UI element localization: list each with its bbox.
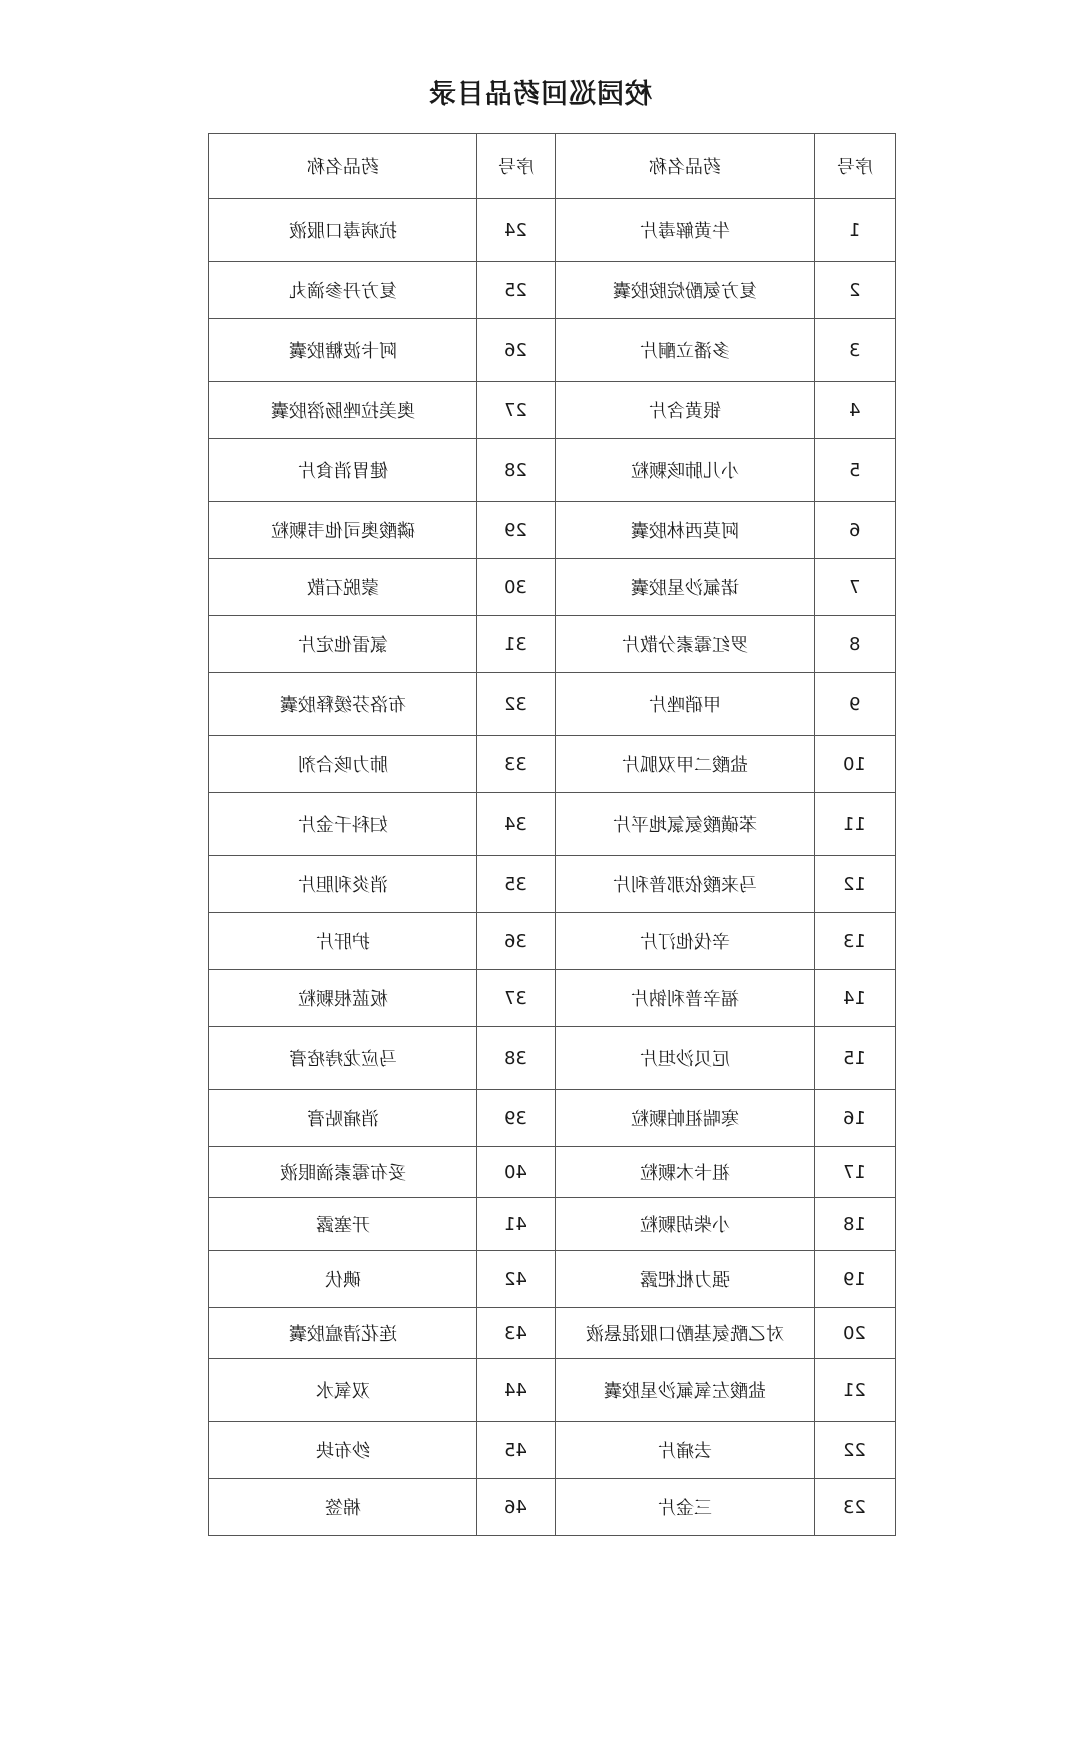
drug-name-text: 蒙脱石散 xyxy=(306,578,379,599)
seq-text: 7 xyxy=(849,576,861,598)
drug-name-text: 祖卡木颗粒 xyxy=(639,1163,730,1184)
drug-name-text: 护肝片 xyxy=(315,932,370,953)
drug-name-cell xyxy=(209,970,477,1027)
seq-cell xyxy=(477,262,556,319)
drug-name-text: 小柴胡颗粒 xyxy=(639,1215,730,1236)
drug-name-text: 纱布块 xyxy=(315,1441,370,1462)
table-row xyxy=(209,616,896,673)
table-row xyxy=(209,913,896,970)
drug-name-cell xyxy=(209,1479,477,1536)
drug-name-cell xyxy=(555,199,814,262)
seq-cell xyxy=(477,1479,556,1536)
table-row xyxy=(209,736,896,793)
seq-cell xyxy=(477,1090,556,1147)
header-label: 药品名称 xyxy=(648,157,721,178)
seq-text: 6 xyxy=(849,519,861,541)
seq-text: 33 xyxy=(504,753,528,775)
seq-cell xyxy=(814,319,895,382)
seq-text: 28 xyxy=(504,459,528,481)
drug-name-cell xyxy=(555,1359,814,1422)
header-drug-name-right xyxy=(209,134,477,199)
drug-name-cell xyxy=(555,439,814,502)
seq-cell xyxy=(477,1027,556,1090)
drug-name-cell xyxy=(555,856,814,913)
drug-name-cell xyxy=(209,502,477,559)
drug-name-cell xyxy=(555,616,814,673)
drug-name-cell xyxy=(555,559,814,616)
drug-name-cell xyxy=(555,793,814,856)
drug-name-text: 健胃消食片 xyxy=(297,461,388,482)
table-row xyxy=(209,1251,896,1308)
table-row xyxy=(209,1147,896,1198)
drug-name-cell xyxy=(555,736,814,793)
seq-text: 24 xyxy=(504,219,528,241)
seq-cell xyxy=(477,1147,556,1198)
table-row xyxy=(209,262,896,319)
seq-text: 43 xyxy=(504,1322,528,1344)
seq-text: 37 xyxy=(504,987,528,1009)
drug-name-cell xyxy=(555,1090,814,1147)
seq-cell xyxy=(814,382,895,439)
drug-name-text: 马来酸依那普利片 xyxy=(612,875,757,896)
seq-text: 10 xyxy=(843,753,867,775)
drug-name-text: 妥布霉素滴眼液 xyxy=(279,1163,406,1184)
seq-cell xyxy=(814,502,895,559)
seq-cell xyxy=(814,673,895,736)
drug-name-text: 苯磺酸氨氯地平片 xyxy=(612,815,757,836)
drug-name-cell xyxy=(209,319,477,382)
seq-cell xyxy=(814,199,895,262)
seq-cell xyxy=(477,970,556,1027)
seq-text: 11 xyxy=(843,813,867,835)
drug-name-text: 盐酸二甲双胍片 xyxy=(621,755,748,776)
seq-cell xyxy=(477,793,556,856)
seq-cell xyxy=(814,1422,895,1479)
seq-cell xyxy=(814,913,895,970)
table-row xyxy=(209,559,896,616)
table-row xyxy=(209,199,896,262)
seq-text: 4 xyxy=(849,399,861,421)
drug-name-text: 辛伐他汀片 xyxy=(639,932,730,953)
seq-text: 13 xyxy=(843,930,867,952)
drug-name-text: 福辛普利钠片 xyxy=(630,989,739,1010)
drug-name-cell xyxy=(209,736,477,793)
drug-name-text: 对乙酰氨基酚口服混悬液 xyxy=(585,1324,784,1345)
header-seq-right xyxy=(477,134,556,199)
seq-text: 9 xyxy=(849,693,861,715)
drug-name-text: 板蓝根颗粒 xyxy=(297,989,388,1010)
seq-cell xyxy=(814,1027,895,1090)
table-row xyxy=(209,319,896,382)
table-row xyxy=(209,1198,896,1251)
header-drug-name-left xyxy=(555,134,814,199)
drug-name-text: 厄贝沙坦片 xyxy=(639,1049,730,1070)
drug-name-text: 复方氨酚烷胺胶囊 xyxy=(612,281,757,302)
drug-name-cell xyxy=(209,382,477,439)
seq-text: 39 xyxy=(504,1107,528,1129)
seq-text: 36 xyxy=(504,930,528,952)
drug-name-cell xyxy=(209,1359,477,1422)
drug-name-text: 多潘立酮片 xyxy=(639,341,730,362)
header-label: 序号 xyxy=(836,157,873,178)
drug-name-cell xyxy=(555,913,814,970)
drug-name-cell xyxy=(209,262,477,319)
table-row xyxy=(209,1359,896,1422)
seq-cell xyxy=(814,439,895,502)
seq-text: 44 xyxy=(504,1379,528,1401)
seq-cell xyxy=(814,1251,895,1308)
drug-name-cell xyxy=(555,502,814,559)
table-row xyxy=(209,1422,896,1479)
seq-cell xyxy=(814,1359,895,1422)
drug-name-text: 妇科千金片 xyxy=(297,815,388,836)
seq-text: 27 xyxy=(504,399,528,421)
drug-name-cell xyxy=(555,1422,814,1479)
drug-name-cell xyxy=(555,1198,814,1251)
drug-name-text: 消炎利胆片 xyxy=(297,875,388,896)
seq-text: 18 xyxy=(843,1213,867,1235)
seq-text: 12 xyxy=(843,873,867,895)
drug-name-cell xyxy=(209,1251,477,1308)
drug-name-cell xyxy=(209,1147,477,1198)
drug-name-cell xyxy=(555,1147,814,1198)
drug-name-cell xyxy=(555,1251,814,1308)
seq-cell xyxy=(814,1147,895,1198)
drug-name-text: 碘伏 xyxy=(324,1270,361,1291)
seq-cell xyxy=(477,1251,556,1308)
drug-name-text: 阿莫西林胶囊 xyxy=(630,521,739,542)
seq-text: 21 xyxy=(843,1379,867,1401)
seq-text: 38 xyxy=(504,1047,528,1069)
drug-name-cell xyxy=(209,856,477,913)
seq-text: 15 xyxy=(843,1047,867,1069)
table-row xyxy=(209,1308,896,1359)
drug-name-text: 双氧水 xyxy=(315,1381,370,1402)
drug-name-cell xyxy=(209,1090,477,1147)
drug-name-cell xyxy=(555,673,814,736)
table-row xyxy=(209,382,896,439)
table-row xyxy=(209,1090,896,1147)
drug-name-cell xyxy=(555,262,814,319)
drug-name-text: 诺氟沙星胶囊 xyxy=(630,578,739,599)
seq-cell xyxy=(477,673,556,736)
drug-name-cell xyxy=(555,382,814,439)
drug-name-text: 银黄含片 xyxy=(648,401,721,422)
seq-cell xyxy=(814,856,895,913)
seq-cell xyxy=(477,1308,556,1359)
seq-cell xyxy=(477,1359,556,1422)
seq-text: 42 xyxy=(504,1268,528,1290)
seq-text: 32 xyxy=(504,693,528,715)
seq-text: 8 xyxy=(849,633,861,655)
seq-text: 34 xyxy=(504,813,528,835)
drug-name-cell xyxy=(209,559,477,616)
seq-cell xyxy=(477,559,556,616)
drug-name-cell xyxy=(209,1308,477,1359)
drug-name-text: 肺力咳合剂 xyxy=(297,755,388,776)
table-row xyxy=(209,502,896,559)
drug-name-cell xyxy=(209,793,477,856)
drug-name-text: 去痛片 xyxy=(657,1441,712,1462)
seq-text: 17 xyxy=(843,1161,867,1183)
drug-name-text: 马应龙痔疮膏 xyxy=(288,1049,397,1070)
drug-name-text: 甲硝唑片 xyxy=(648,695,721,716)
drug-name-cell xyxy=(555,1479,814,1536)
drug-name-text: 罗红霉素分散片 xyxy=(621,635,748,656)
seq-text: 14 xyxy=(843,987,867,1009)
drug-name-text: 开塞露 xyxy=(315,1215,370,1236)
seq-cell xyxy=(814,793,895,856)
seq-cell xyxy=(477,856,556,913)
drug-name-text: 抗病毒口服液 xyxy=(288,221,397,242)
page-title: 校园巡回药品目录 xyxy=(428,79,652,110)
seq-text: 20 xyxy=(843,1322,867,1344)
seq-cell xyxy=(477,319,556,382)
seq-text: 25 xyxy=(504,279,528,301)
seq-cell xyxy=(477,382,556,439)
drug-name-text: 强力枇杷露 xyxy=(639,1270,730,1291)
seq-cell xyxy=(814,616,895,673)
drug-name-text: 盐酸左氧氟沙星胶囊 xyxy=(603,1381,766,1402)
seq-cell xyxy=(477,1422,556,1479)
seq-cell xyxy=(814,1198,895,1251)
drug-name-text: 布洛芬缓释胶囊 xyxy=(279,695,406,716)
seq-cell xyxy=(814,1308,895,1359)
seq-cell xyxy=(814,736,895,793)
drug-name-text: 连花清瘟胶囊 xyxy=(288,1324,397,1345)
seq-text: 5 xyxy=(849,459,861,481)
table-row xyxy=(209,856,896,913)
seq-text: 29 xyxy=(504,519,528,541)
seq-text: 31 xyxy=(504,633,528,655)
seq-text: 19 xyxy=(843,1268,867,1290)
table-body xyxy=(209,199,896,1536)
seq-text: 1 xyxy=(849,219,861,241)
table-row xyxy=(209,970,896,1027)
table-row xyxy=(209,793,896,856)
table-row xyxy=(209,673,896,736)
seq-text: 35 xyxy=(504,873,528,895)
seq-cell xyxy=(477,913,556,970)
seq-text: 30 xyxy=(504,576,528,598)
drug-name-cell xyxy=(555,970,814,1027)
seq-cell xyxy=(814,1479,895,1536)
seq-cell xyxy=(814,970,895,1027)
drug-name-cell xyxy=(209,673,477,736)
drug-name-text: 小儿肺咳颗粒 xyxy=(630,461,739,482)
seq-cell xyxy=(814,262,895,319)
seq-cell xyxy=(477,199,556,262)
seq-text: 26 xyxy=(504,339,528,361)
seq-text: 16 xyxy=(843,1107,867,1129)
header-row xyxy=(209,134,896,199)
seq-text: 45 xyxy=(504,1439,528,1461)
table-row xyxy=(209,1479,896,1536)
drug-name-text: 三金片 xyxy=(657,1498,712,1519)
seq-text: 41 xyxy=(504,1213,528,1235)
seq-text: 22 xyxy=(843,1439,867,1461)
drug-name-cell xyxy=(555,1027,814,1090)
header-seq-left xyxy=(814,134,895,199)
seq-cell xyxy=(477,616,556,673)
drug-name-cell xyxy=(209,616,477,673)
seq-cell xyxy=(477,736,556,793)
drug-name-text: 奥美拉唑肠溶胶囊 xyxy=(270,401,415,422)
seq-cell xyxy=(814,559,895,616)
table-row xyxy=(209,1027,896,1090)
drug-name-cell xyxy=(555,319,814,382)
header-label: 序号 xyxy=(497,157,534,178)
seq-cell xyxy=(477,502,556,559)
drug-name-text: 复方丹参滴丸 xyxy=(288,281,397,302)
drug-name-cell xyxy=(209,913,477,970)
drug-name-text: 磷酸奥司他韦颗粒 xyxy=(270,521,415,542)
drug-name-text: 氯雷他定片 xyxy=(297,635,388,656)
seq-text: 3 xyxy=(849,339,861,361)
drug-name-cell xyxy=(555,1308,814,1359)
drug-name-text: 寒喘祖帕颗粒 xyxy=(630,1109,739,1130)
seq-text: 46 xyxy=(504,1496,528,1518)
header-label: 药品名称 xyxy=(306,157,379,178)
seq-text: 23 xyxy=(843,1496,867,1518)
drug-name-cell xyxy=(209,199,477,262)
table-row xyxy=(209,439,896,502)
drug-name-cell xyxy=(209,1422,477,1479)
drug-name-cell xyxy=(209,1198,477,1251)
drug-name-text: 阿卡波糖胶囊 xyxy=(288,341,397,362)
seq-cell xyxy=(814,1090,895,1147)
seq-text: 2 xyxy=(849,279,861,301)
seq-text: 40 xyxy=(504,1161,528,1183)
drug-name-cell xyxy=(209,439,477,502)
drug-name-text: 牛黄解毒片 xyxy=(639,221,730,242)
drug-catalog-table xyxy=(208,133,896,1536)
seq-cell xyxy=(477,439,556,502)
drug-name-text: 消痛贴膏 xyxy=(306,1109,379,1130)
drug-name-cell xyxy=(209,1027,477,1090)
seq-cell xyxy=(477,1198,556,1251)
drug-name-text: 棉签 xyxy=(324,1498,361,1519)
